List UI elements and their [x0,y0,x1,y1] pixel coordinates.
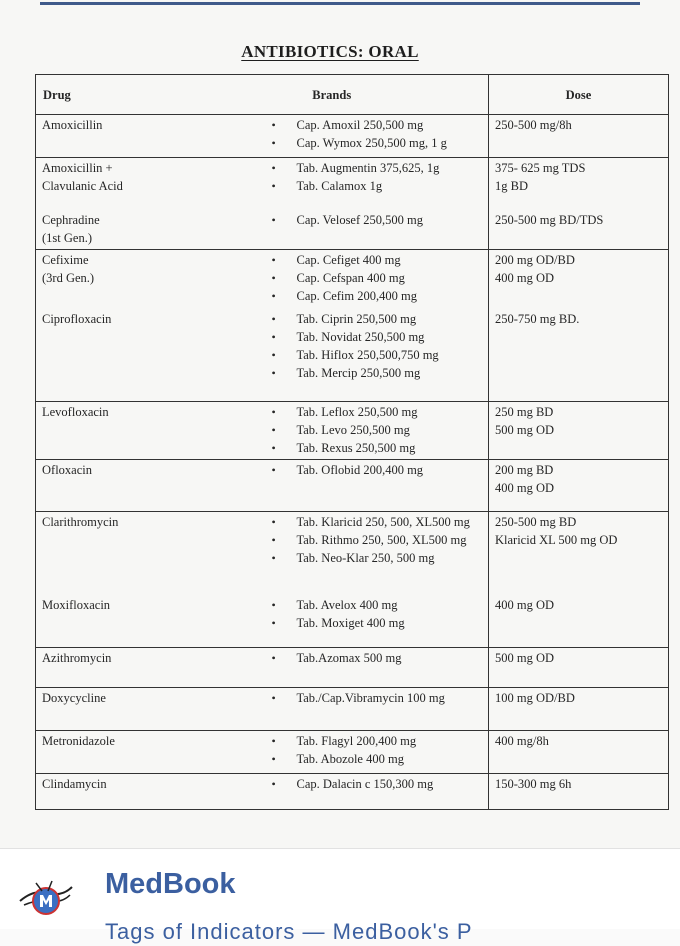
drug-cell [36,595,216,647]
brand-list [272,513,485,567]
brands-cell [216,249,489,309]
dose-line: 150-300 mg 6h [495,776,572,791]
brand-item: • Cap. Amoxil 250,500 mg [272,116,485,134]
header-dose: Dose [489,75,669,115]
brand-list [272,732,485,768]
dose-line: 400 mg/8h [495,733,549,748]
dose-cell [489,210,669,250]
brand-item: • Tab. Augmentin 375,625, 1g [272,159,485,177]
dose-line: 400 mg OD [495,270,555,285]
brand-item: • Tab. Rithmo 250, 500, XL500 mg [272,531,485,549]
brand-list [272,116,485,152]
brand-item: • Tab. Ciprin 250,500 mg [272,310,485,328]
table-row [36,730,669,773]
drug-cell [36,459,216,511]
dose-line: 375- 625 mg TDS [495,161,586,175]
dose-cell [489,511,669,595]
brand-item: • Tab. Leflox 250,500 mg [272,403,485,421]
drug-name-line: Levofloxacin [42,404,109,419]
dose-line: 500 mg OD [495,650,555,665]
dose-cell [489,249,669,309]
drug-name-line: Ofloxacin [42,462,92,477]
brand-item: • Cap. Cefspan 400 mg [272,269,485,287]
brands-cell [216,115,489,158]
drug-name-line: Metronidazole [42,733,115,748]
table-row [36,511,669,595]
table-row [36,115,669,158]
brand-list [272,310,485,382]
table-row [36,158,669,210]
brand-list [272,211,485,229]
drug-cell [36,158,216,210]
brand-item: • Tab.Azomax 500 mg [272,649,485,667]
drug-name-line: (1st Gen.) [42,230,92,245]
page-name-link[interactable]: MedBook [105,868,236,900]
table-row [36,249,669,309]
drug-cell [36,249,216,309]
brand-item: • Tab. Oflobid 200,400 mg [272,461,485,479]
table-row [36,687,669,730]
brands-cell [216,210,489,250]
brand-item: • Tab. Neo-Klar 250, 500 mg [272,549,485,567]
brands-cell [216,401,489,459]
antibiotics-table [35,74,669,810]
dose-cell [489,647,669,687]
dose-line: 100 mg OD/BD [495,690,575,705]
brand-item: • Cap. Dalacin c 150,300 mg [272,775,485,793]
drug-cell [36,511,216,595]
brands-cell [216,511,489,595]
table-row [36,647,669,687]
table-row [36,401,669,459]
dose-cell [489,401,669,459]
brand-list [272,689,485,707]
drug-name-line: Cephradine [42,212,100,227]
brands-cell [216,687,489,730]
brands-cell [216,647,489,687]
top-rule [40,2,640,5]
brand-list [272,596,485,632]
header-drug: Drug [36,75,216,115]
dose-line: 250-500 mg BD [495,514,577,529]
dose-line: 200 mg BD [495,462,554,477]
brands-cell [216,158,489,210]
brand-list [272,159,485,195]
brand-item: • Tab. Rexus 250,500 mg [272,439,485,457]
drug-name-line: Doxycycline [42,690,106,705]
dose-cell [489,115,669,158]
brand-item: • Tab. Levo 250,500 mg [272,421,485,439]
post-subtext: Tags of Indicators — MedBook's P [105,919,473,944]
dose-line: 250-500 mg BD/TDS [495,212,604,227]
brand-item: • Tab. Calamox 1g [272,177,485,195]
post-footer [0,848,680,944]
dose-cell [489,730,669,773]
brand-item: • Tab. Novidat 250,500 mg [272,328,485,346]
drug-name-line: Cefixime [42,252,89,267]
drug-name-line: Moxifloxacin [42,598,111,612]
dose-line: 1g BD [495,179,528,193]
brand-item: • Cap. Wymox 250,500 mg, 1 g [272,134,485,152]
dose-line: 500 mg OD [495,422,555,437]
brand-item: • Cap. Velosef 250,500 mg [272,211,485,229]
brand-list [272,649,485,667]
drug-cell [36,687,216,730]
brand-item: • Tab. Moxiget 400 mg [272,614,485,632]
dose-cell [489,595,669,647]
dose-cell [489,687,669,730]
brands-cell [216,309,489,401]
brands-cell [216,730,489,773]
drug-name-line: Clarithromycin [42,514,119,529]
brand-item: • Tab. Hiflox 250,500,750 mg [272,346,485,364]
brand-item: • Tab. Mercip 250,500 mg [272,364,485,382]
brand-list [272,461,485,479]
brand-item: • Tab. Abozole 400 mg [272,750,485,768]
brands-cell [216,595,489,647]
dose-cell [489,309,669,401]
dose-line: 200 mg OD/BD [495,252,575,267]
drug-cell [36,773,216,809]
drug-cell [36,647,216,687]
drug-name-line: Clavulanic Acid [42,179,123,193]
drug-cell [36,730,216,773]
medbook-logo-icon[interactable] [14,871,76,919]
drug-name-line: Ciprofloxacin [42,312,112,326]
table-row [36,459,669,511]
drug-cell [36,115,216,158]
table-row [36,595,669,647]
dose-line: Klaricid XL 500 mg OD [495,532,618,547]
dose-line: 250-750 mg BD. [495,312,580,326]
brand-list [272,403,485,457]
brand-item: • Tab./Cap.Vibramycin 100 mg [272,689,485,707]
document-title: ANTIBIOTICS: ORAL [241,42,419,61]
dose-cell [489,158,669,210]
drug-name-line: Azithromycin [42,650,112,665]
drug-name-line: Clindamycin [42,776,107,791]
drug-cell [36,210,216,250]
brand-item: • Tab. Klaricid 250, 500, XL500 mg [272,513,485,531]
brands-cell [216,459,489,511]
brand-item: • Tab. Avelox 400 mg [272,596,485,614]
dose-line: 400 mg OD [495,598,555,612]
dose-cell [489,459,669,511]
brand-item: • Cap. Cefim 200,400 mg [272,287,485,305]
table-header-row [36,75,669,115]
brand-item: • Cap. Cefiget 400 mg [272,251,485,269]
drug-name-line: (3rd Gen.) [42,270,95,285]
header-brands: Brands [216,75,489,115]
dose-line: 250-500 mg/8h [495,118,572,132]
drug-name-line: Amoxicillin [42,118,103,132]
brands-cell [216,773,489,809]
drug-cell [36,309,216,401]
brand-list [272,251,485,305]
table-row [36,309,669,401]
brand-item: • Tab. Flagyl 200,400 mg [272,732,485,750]
table-row [36,773,669,809]
brand-list [272,775,485,793]
drug-name-line: Amoxicillin + [42,161,113,175]
dose-line: 400 mg OD [495,480,555,495]
dose-cell [489,773,669,809]
table-row [36,210,669,250]
dose-line: 250 mg BD [495,404,554,419]
drug-cell [36,401,216,459]
